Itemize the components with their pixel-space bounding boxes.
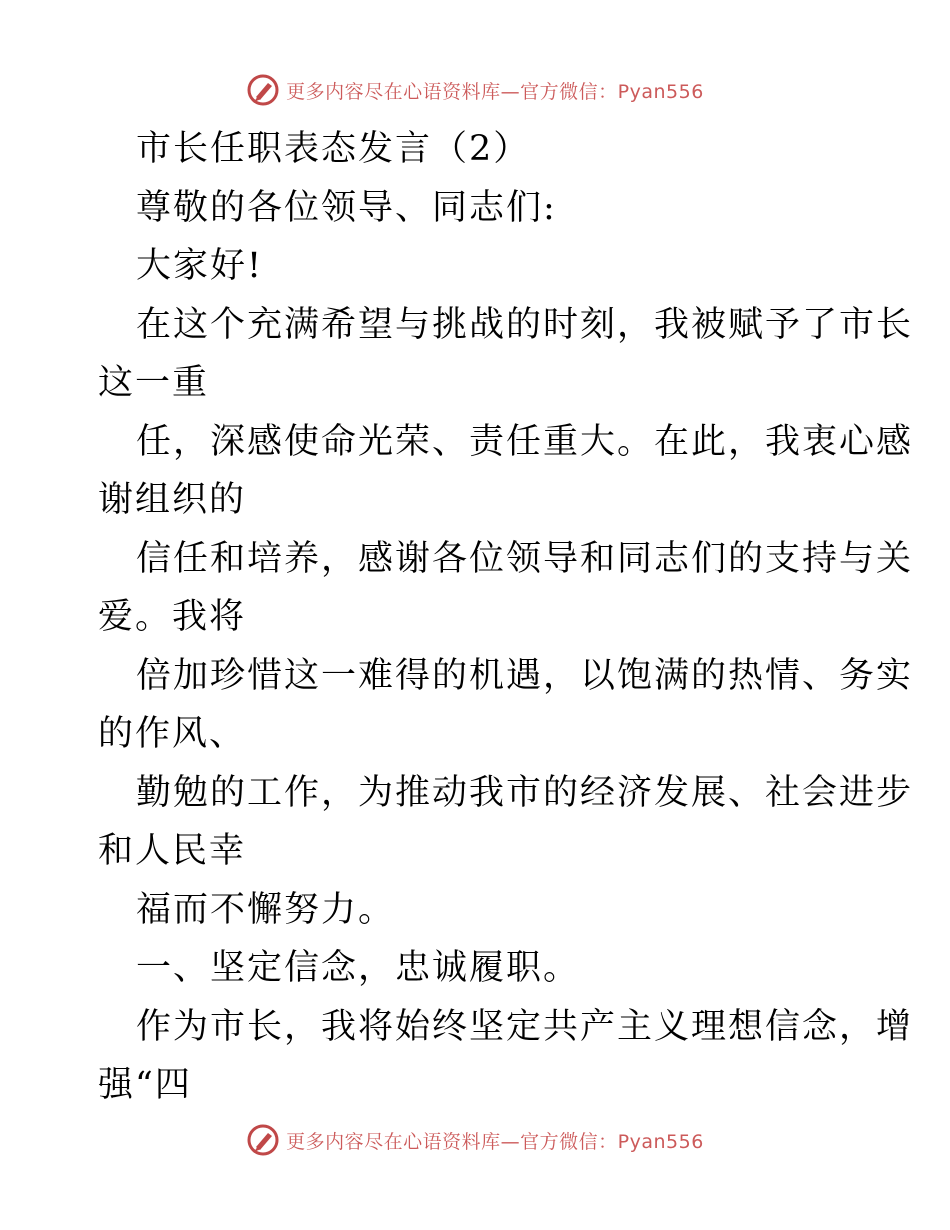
watermark-text: 更多内容尽在心语资料库—官方微信：Pyan556 — [286, 1130, 704, 1153]
paragraph-line: 任，深感使命光荣、责任重大。在此，我衷心感 — [136, 421, 914, 462]
paragraph-line: 福而不懈努力。 — [136, 889, 396, 930]
paragraph-line: 谢组织的 — [98, 480, 247, 520]
doc-title: 市长任职表态发言（2） — [136, 129, 531, 169]
footer-watermark — [0, 1120, 950, 1160]
document-body — [98, 120, 914, 1115]
paragraph-line: 这一重 — [98, 363, 210, 403]
watermark-text: 更多内容尽在心语资料库—官方微信：Pyan556 — [286, 80, 704, 103]
paragraph-line: 勤勉的工作，为推动我市的经济发展、社会进步 — [136, 772, 914, 813]
header-watermark — [0, 70, 950, 110]
paragraph-line: 作为市长，我将始终坚定共产主义理想信念，增 — [136, 1006, 914, 1047]
paragraph-line: 在这个充满希望与挑战的时刻，我被赋予了市长 — [136, 304, 914, 345]
paragraph-line: 爱。我将 — [98, 597, 247, 637]
paragraph-line: 的作风、 — [98, 714, 247, 754]
greeting: 大家好! — [136, 246, 264, 286]
section-heading: 一、坚定信念，忠诚履职。 — [136, 948, 581, 988]
paragraph-line: 信任和培养，感谢各位领导和同志们的支持与关 — [136, 538, 914, 579]
paragraph-line: 倍加珍惜这一难得的机遇，以饱满的热情、务实 — [136, 655, 914, 696]
pen-logo-icon — [246, 73, 280, 107]
pen-logo-icon — [246, 1123, 280, 1157]
paragraph-line: 强“四 — [98, 1065, 192, 1105]
salutation: 尊敬的各位领导、同志们: — [136, 187, 557, 228]
paragraph-line: 和人民幸 — [98, 831, 247, 871]
